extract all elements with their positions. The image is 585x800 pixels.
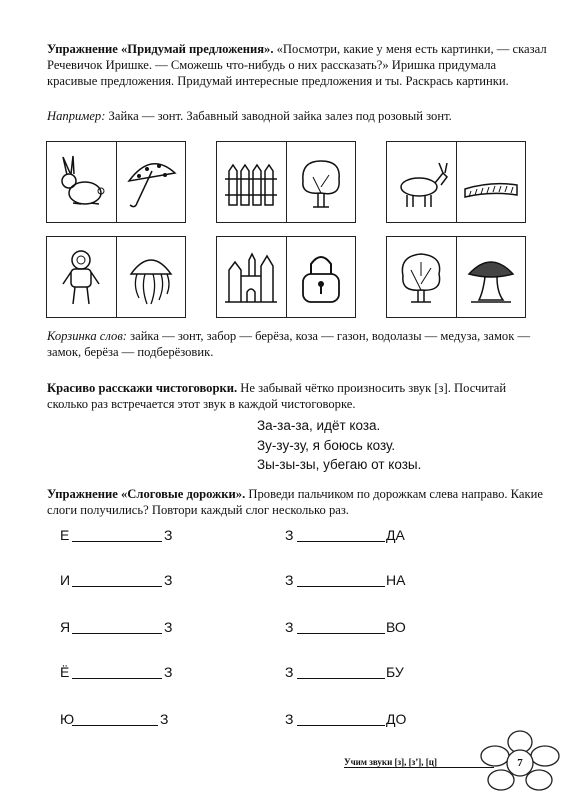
mushroom-icon [456, 237, 526, 317]
example-label: Например: [47, 109, 106, 123]
track-start-letter: З [285, 527, 294, 543]
track-start-letter: Ё [60, 664, 70, 680]
picture-card [386, 236, 526, 318]
picture-card [216, 236, 356, 318]
track-line [72, 586, 162, 587]
picture-card [46, 141, 186, 223]
exercise-syllable-tracks [47, 486, 547, 518]
track-line [72, 541, 162, 542]
track-end-letter: З [164, 664, 173, 680]
exercise-intro [47, 41, 547, 89]
track-line [297, 725, 385, 726]
castle-icon [217, 237, 286, 317]
fence-icon [217, 142, 286, 222]
picture-card [386, 141, 526, 223]
exercise-title: Упражнение «Слоговые дорожки». [47, 487, 246, 501]
track-end-syllable: БУ [386, 664, 404, 680]
footer-caption: Учим звуки [з], [з’], [ц] [344, 757, 494, 768]
track-start-letter: З [285, 572, 294, 588]
track-start-letter: З [285, 619, 294, 635]
diver-icon [47, 237, 116, 317]
rabbit-icon [47, 142, 116, 222]
exercise-title: Упражнение «Придумай предложения». [47, 42, 274, 56]
track-end-syllable: ДА [386, 527, 405, 543]
track-line [297, 678, 385, 679]
track-start-letter: З [285, 711, 294, 727]
jellyfish-icon [116, 237, 186, 317]
basket-text: зайка — зонт, забор — берёза, коза — газон, водолазы — медуза, замок — замок, берёза — подберёзовик. [47, 329, 531, 359]
page-number: 7 [517, 757, 523, 769]
track-line [72, 725, 158, 726]
track-line [72, 633, 162, 634]
track-end-letter: З [164, 619, 173, 635]
umbrella-icon [116, 142, 186, 222]
example-line [47, 108, 547, 124]
tongue-twister-instruction [47, 380, 547, 412]
track-start-letter: Я [60, 619, 71, 635]
track-line [72, 678, 162, 679]
track-line [297, 586, 385, 587]
track-start-letter: И [60, 572, 71, 588]
goat-icon [387, 142, 456, 222]
track-end-syllable: ВО [386, 619, 406, 635]
tongue-twister-line: Зу-зу-зу, я боюсь козу. [257, 438, 396, 453]
padlock-icon [286, 237, 356, 317]
track-end-syllable: НА [386, 572, 406, 588]
tongue-twister-heading: Красиво расскажи чистоговорки. [47, 381, 238, 395]
birch-tree-icon [387, 237, 456, 317]
track-end-letter: З [164, 527, 173, 543]
tongue-twister-line: Зы-зы-зы, убегаю от козы. [257, 457, 422, 472]
track-line [297, 541, 385, 542]
basket-label: Корзинка слов: [47, 329, 127, 343]
lawn-icon [456, 142, 526, 222]
track-start-letter: З [285, 664, 294, 680]
track-start-letter: Е [60, 527, 70, 543]
picture-card [216, 141, 356, 223]
track-end-letter: З [164, 572, 173, 588]
tongue-twister-text: Не забывай чётко произносить звук [з]. Посчитай сколько раз встречается этот звук в каждой чистоговорке. [47, 381, 507, 411]
exercise-text: Проведи пальчиком по дорожкам слева направо. Какие слоги получились? Повтори каждый слог несколько раз. [47, 487, 543, 517]
example-text: Зайка — зонт. Забавный заводной зайка залез под розовый зонт. [105, 109, 452, 123]
birch-tree-icon [286, 142, 356, 222]
tongue-twister-line: За-за-за, идёт коза. [257, 418, 381, 433]
picture-card [46, 236, 186, 318]
word-basket [47, 328, 547, 360]
track-start-letter: Ю [60, 711, 75, 727]
track-end-letter: З [160, 711, 169, 727]
track-line [297, 633, 385, 634]
track-end-syllable: ДО [386, 711, 407, 727]
exercise-text: «Посмотри, какие у меня есть картинки, — сказал Речевичок Иришке. — Сможешь что-нибудь о них рассказать?» Иришка придумала красивые предложения. Придумай интересные предложения и ты. Раскрась картинки. [47, 42, 547, 88]
